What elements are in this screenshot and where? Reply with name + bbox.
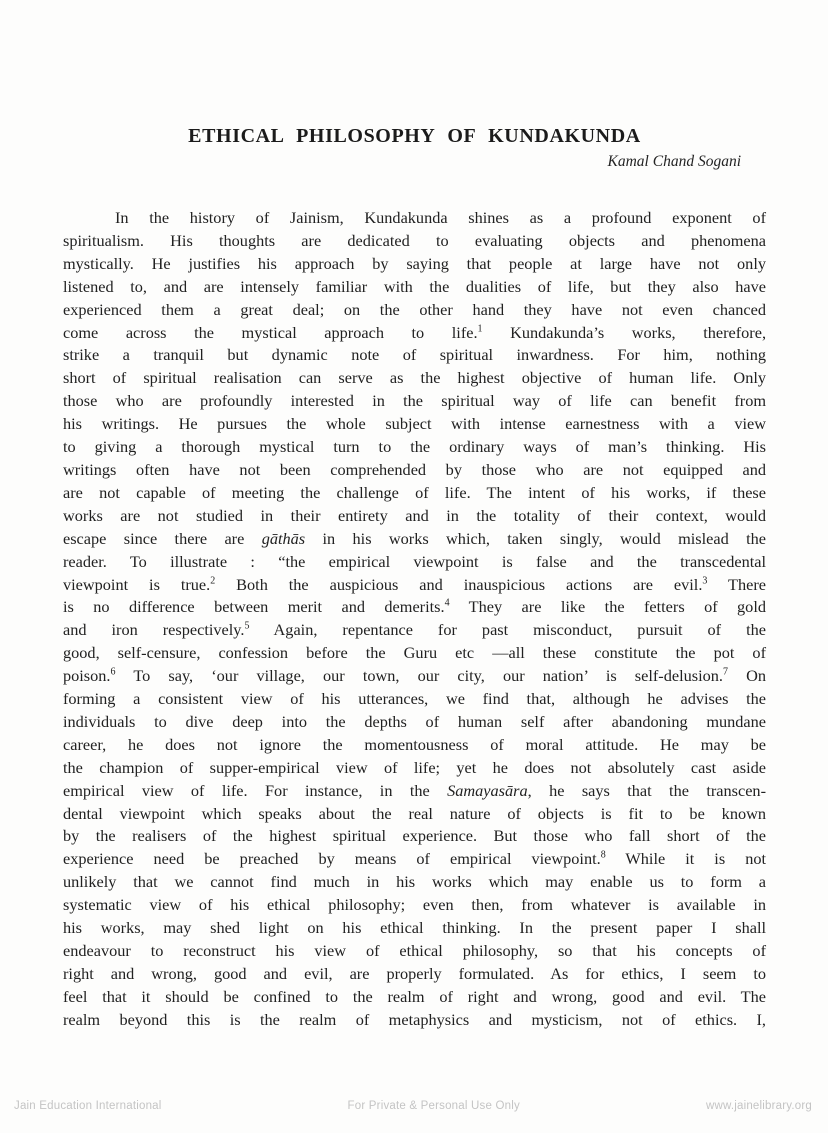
text-segment: experienced them a great deal; on the other hand they have not even chanced: [63, 299, 766, 319]
text-line: [63, 367, 766, 390]
text-segment: individuals to dive deep into the depths of human self after abandoning mundane: [63, 711, 766, 731]
text-line: [63, 848, 766, 871]
text-segment: There: [707, 574, 766, 594]
text-segment: come across the mystical approach to life.: [63, 322, 478, 342]
text-line: [63, 413, 766, 436]
footnote-ref: 3: [702, 575, 708, 587]
text-segment: good, self-censure, confession before the Guru etc —all these constitute the pot of: [63, 643, 766, 663]
footnote-ref: 1: [477, 323, 483, 335]
text-line: [63, 596, 766, 619]
text-segment: escape since there are: [63, 528, 262, 548]
text-segment: While it is not: [605, 849, 766, 869]
text-segment: reader. To illustrate : “the empirical viewpoint is false and the transcedental: [63, 551, 766, 571]
text-segment: writings often have not been comprehended by those who are not equipped and: [63, 459, 766, 479]
author-byline: Kamal Chand Sogani: [607, 153, 741, 170]
text-line: [63, 825, 766, 848]
text-segment: experience need be preached by means of empirical viewpoint.: [63, 849, 601, 869]
text-segment: the champion of supper-empirical view of life; yet he does not absolutely cast aside: [63, 757, 766, 777]
text-segment: mystically. He justifies his approach by saying that people at large have not only: [63, 253, 766, 273]
text-segment: empirical view of life. For instance, in the: [63, 780, 448, 800]
text-line: [63, 574, 766, 597]
text-line: [63, 482, 766, 505]
text-segment: forming a consistent view of his utterances, we find that, although he advises the: [63, 689, 766, 709]
text-segment: Again, repentance for past misconduct, pursuit of the: [249, 620, 767, 640]
text-segment: works are not studied in their entirety and in the totality of their context, would: [63, 505, 766, 525]
text-line: [63, 528, 766, 551]
text-line: [63, 757, 766, 780]
text-segment: and iron respectively.: [63, 620, 245, 640]
text-segment: They are like the fetters of gold: [449, 597, 766, 617]
text-line: [63, 986, 766, 1009]
text-segment: is no difference between merit and demerits.: [63, 597, 445, 617]
footer-center-text: For Private & Personal Use Only: [347, 1100, 520, 1112]
text-segment: short of spiritual realisation can serve as the highest objective of human life. Only: [63, 368, 766, 388]
text-segment: to giving a thorough mystical turn to the ordinary ways of man’s thinking. His: [63, 437, 766, 457]
text-line: [63, 390, 766, 413]
text-line: [63, 322, 766, 345]
footnote-ref: 5: [244, 620, 250, 632]
text-segment: viewpoint is true.: [63, 574, 211, 594]
text-segment: those who are profoundly interested in the spiritual way of life can benefit from: [63, 391, 766, 411]
text-line: [63, 940, 766, 963]
text-line: [63, 505, 766, 528]
text-segment: spiritualism. His thoughts are dedicated to evaluating objects and phenomena: [63, 230, 766, 250]
article-body: [63, 207, 766, 1032]
text-segment: realm beyond this is the realm of metaphysics and mysticism, not of ethics. I,: [63, 1009, 766, 1029]
text-segment: To say, ‘our village, our town, our city, our nation’ is self-delusion.: [115, 666, 723, 686]
italic-term: gāthās: [261, 528, 306, 548]
text-line: [63, 299, 766, 322]
text-segment: On: [727, 666, 767, 686]
text-segment: endeavour to reconstruct his view of ethical philosophy, so that his concepts of: [63, 941, 766, 960]
text-line: [63, 711, 766, 734]
text-line: [63, 459, 766, 482]
text-line: [63, 688, 766, 711]
text-line: [63, 253, 766, 276]
text-line: [63, 963, 766, 986]
text-segment: in his works which, taken singly, would mislead the: [305, 528, 767, 548]
text-line: [63, 207, 766, 230]
footnote-ref: 8: [600, 849, 606, 861]
text-line: [63, 436, 766, 459]
text-segment: In the history of Jainism, Kundakunda shines as a profound exponent of: [115, 208, 766, 227]
text-segment: career, he does not ignore the momentousness of moral attitude. He may be: [63, 734, 766, 754]
text-line: [63, 344, 766, 367]
text-segment: right and wrong, good and evil, are properly formulated. As for ethics, I seem to: [63, 963, 766, 983]
page-title: ETHICAL PHILOSOPHY OF KUNDAKUNDA: [188, 125, 641, 147]
text-line: [63, 871, 766, 894]
text-line: [63, 1009, 766, 1032]
text-segment: strike a tranquil but dynamic note of spiritual inwardness. For him, nothing: [63, 345, 766, 365]
text-line: [63, 551, 766, 574]
text-segment: Both the auspicious and inauspicious actions are evil.: [215, 574, 703, 594]
text-segment: , he says that the transcen-: [527, 780, 766, 800]
text-segment: dental viewpoint which speaks about the real nature of objects is fit to be known: [63, 803, 766, 823]
footnote-ref: 2: [210, 575, 216, 587]
text-segment: unlikely that we cannot find much in his works which may enable us to form a: [63, 872, 766, 892]
footer-right-text: www.jainelibrary.org: [705, 1100, 812, 1112]
footnote-ref: 4: [444, 597, 450, 609]
scan-footer: [0, 1100, 828, 1112]
text-line: [63, 894, 766, 917]
text-line: [63, 619, 766, 642]
text-segment: feel that it should be confined to the realm of right and wrong, good and evil. The: [63, 986, 766, 1006]
text-line: [63, 803, 766, 826]
footnote-ref: 7: [722, 666, 728, 678]
text-line: [63, 665, 766, 688]
text-segment: by the realisers of the highest spiritual experience. But those who fall short of the: [63, 826, 766, 846]
text-segment: his writings. He pursues the whole subject with intense earnestness with a view: [63, 414, 766, 434]
text-segment: his works, may shed light on his ethical thinking. In the present paper I shall: [63, 918, 766, 938]
footnote-ref: 6: [110, 666, 116, 678]
footer-left-text: Jain Education International: [14, 1100, 162, 1112]
text-segment: listened to, and are intensely familiar with the dualities of life, but they also have: [63, 276, 766, 296]
text-line: [63, 780, 766, 803]
text-segment: systematic view of his ethical philosophy; even then, from whatever is available in: [63, 895, 766, 915]
text-line: [63, 917, 766, 940]
text-line: [63, 276, 766, 299]
text-segment: poison.: [63, 666, 111, 686]
text-line: [63, 230, 766, 253]
text-segment: are not capable of meeting the challenge of life. The intent of his works, if these: [63, 482, 766, 502]
text-line: [63, 642, 766, 665]
text-segment: Kundakunda’s works, therefore,: [482, 322, 767, 342]
italic-term: Samayasāra: [447, 780, 528, 800]
text-line: [63, 734, 766, 757]
